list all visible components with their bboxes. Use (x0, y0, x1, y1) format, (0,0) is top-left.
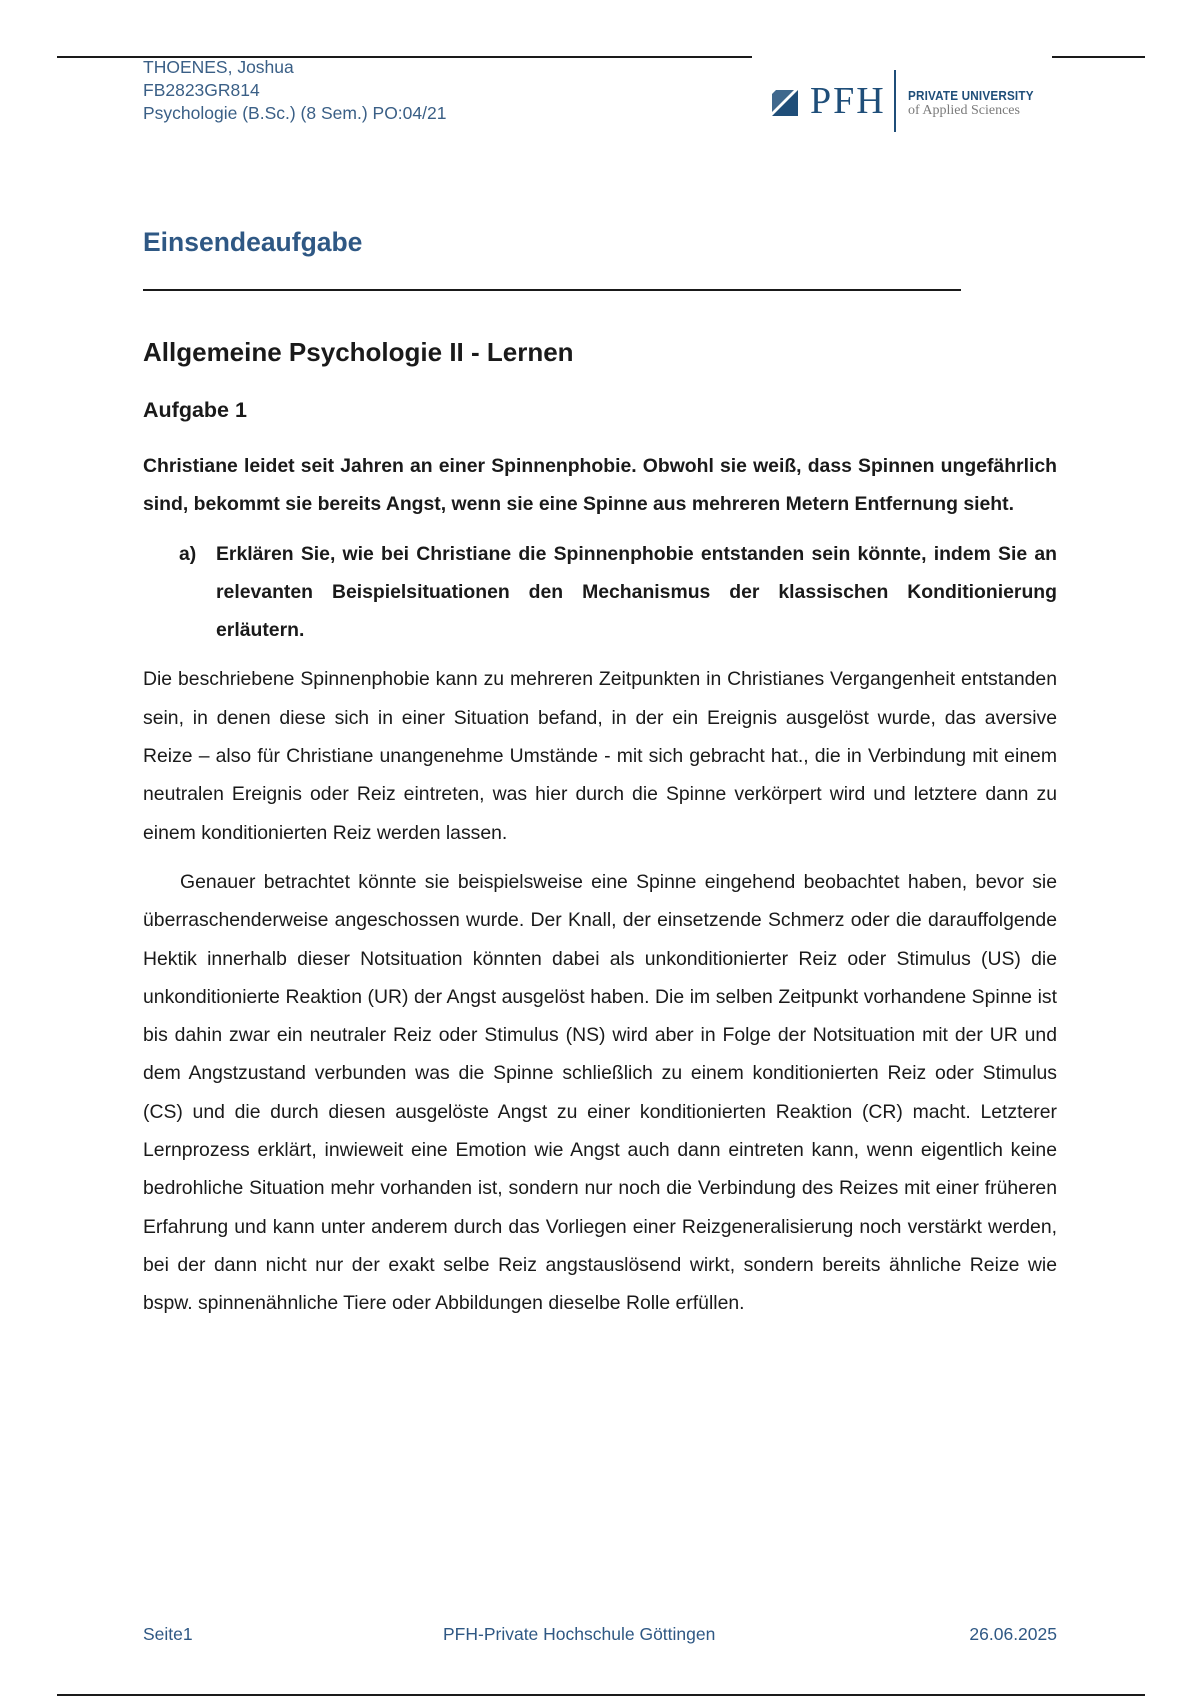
subtask-a (143, 535, 1057, 650)
footer-institution: PFH-Private Hochschule Göttingen (443, 1624, 716, 1644)
answer-paragraph: Genauer betrachtet könnte sie beispielsweise eine Spinne eingehend beobachtet haben, bevor sie überraschenderweise angeschossen wurde. Der Knall, der einsetzende Schmerz oder die darauffolgende Hektik innerhalb dieser Notsituation könnten dabei als unkonditionierter Reiz oder Stimulus (US) die unkonditionierte Reaktion (UR) der Angst ausgelöst haben. Die im selben Zeitpunkt vorhandene Spinne ist bis dahin zwar ein neutraler Reiz oder Stimulus (NS) wird aber in Folge der Notsituation mit der UR und dem Angstzustand verbunden was die Spinne schließlich zu einem konditionierten Reiz oder Stimulus (CS) und die durch diesen ausgelöste Angst zu einer konditionierten Reaktion (CR) macht. Letzterer Lernprozess erklärt, inwieweit eine Emotion wie Angst auch dann eintreten kann, wenn eigentlich keine bedrohliche Situation mehr vorhanden ist, sondern nur noch die Verbindung des Reizes mit einer früheren Erfahrung und kann unter anderem durch das Vorliegen einer Reizgeneralisierung noch verstärkt werden, bei der dann nicht nur der exakt selbe Reiz angstauslösend wirkt, sondern bereits ähnliche Reize wie bspw. spinnenähnliche Tiere oder Abbildungen dieselbe Rolle erfüllen. (143, 870, 1057, 1315)
logo-divider (894, 70, 896, 132)
header-rule-right (1052, 56, 1145, 58)
task-description: Christiane leidet seit Jahren an einer Spinnenphobie. Obwohl sie weiß, dass Spinnen ungefährlich sind, bekommt sie bereits Angst, wenn sie eine Spinne aus mehreren Metern Entfernung sieht. (143, 455, 1057, 516)
logo-tagline-primary: PRIVATE UNIVERSITY (908, 88, 1034, 103)
page-number: Seite1 (143, 1624, 193, 1644)
document-body (143, 447, 1057, 1323)
course-title: Allgemeine Psychologie II - Lernen (143, 337, 574, 367)
subtask-a-text: Erklären Sie, wie bei Christiane die Spinnenphobie entstanden sein könnte, indem Sie an relevanten Beispielsituationen den Mechanismus der klassischen Konditionierung erläutern. (216, 542, 1057, 642)
task-heading: Aufgabe 1 (143, 398, 247, 422)
university-logo (772, 68, 1048, 134)
student-name: THOENES, Joshua (143, 57, 294, 77)
title-divider (143, 289, 961, 291)
footer-rule (57, 1694, 1145, 1696)
page-footer (143, 1624, 1057, 1648)
student-info (143, 56, 446, 125)
logo-mark-icon (772, 90, 798, 116)
subtask-marker: a) (179, 542, 197, 565)
logo-wordmark: PFH (810, 80, 886, 122)
student-id: FB2823GR814 (143, 80, 260, 100)
document-title: Einsendeaufgabe (143, 227, 363, 257)
logo-tagline-secondary: of Applied Sciences (908, 103, 1020, 118)
answer-paragraph: Die beschriebene Spinnenphobie kann zu mehreren Zeitpunkten in Christianes Vergangenheit entstanden sein, in denen diese sich in einer Situation befand, in der ein Ereignis ausgelöst wurde, das aversive Reize – also für Christiane unangenehme Umstände - mit sich gebracht hat., die in Verbindung mit einem neutralen Ereignis oder Reiz eintreten, was hier durch die Spinne verkörpert wird und letztere dann zu einem konditionierten Reiz werden lassen. (143, 668, 1057, 844)
footer-date: 26.06.2025 (969, 1624, 1057, 1644)
study-program: Psychologie (B.Sc.) (8 Sem.) PO:04/21 (143, 103, 447, 123)
